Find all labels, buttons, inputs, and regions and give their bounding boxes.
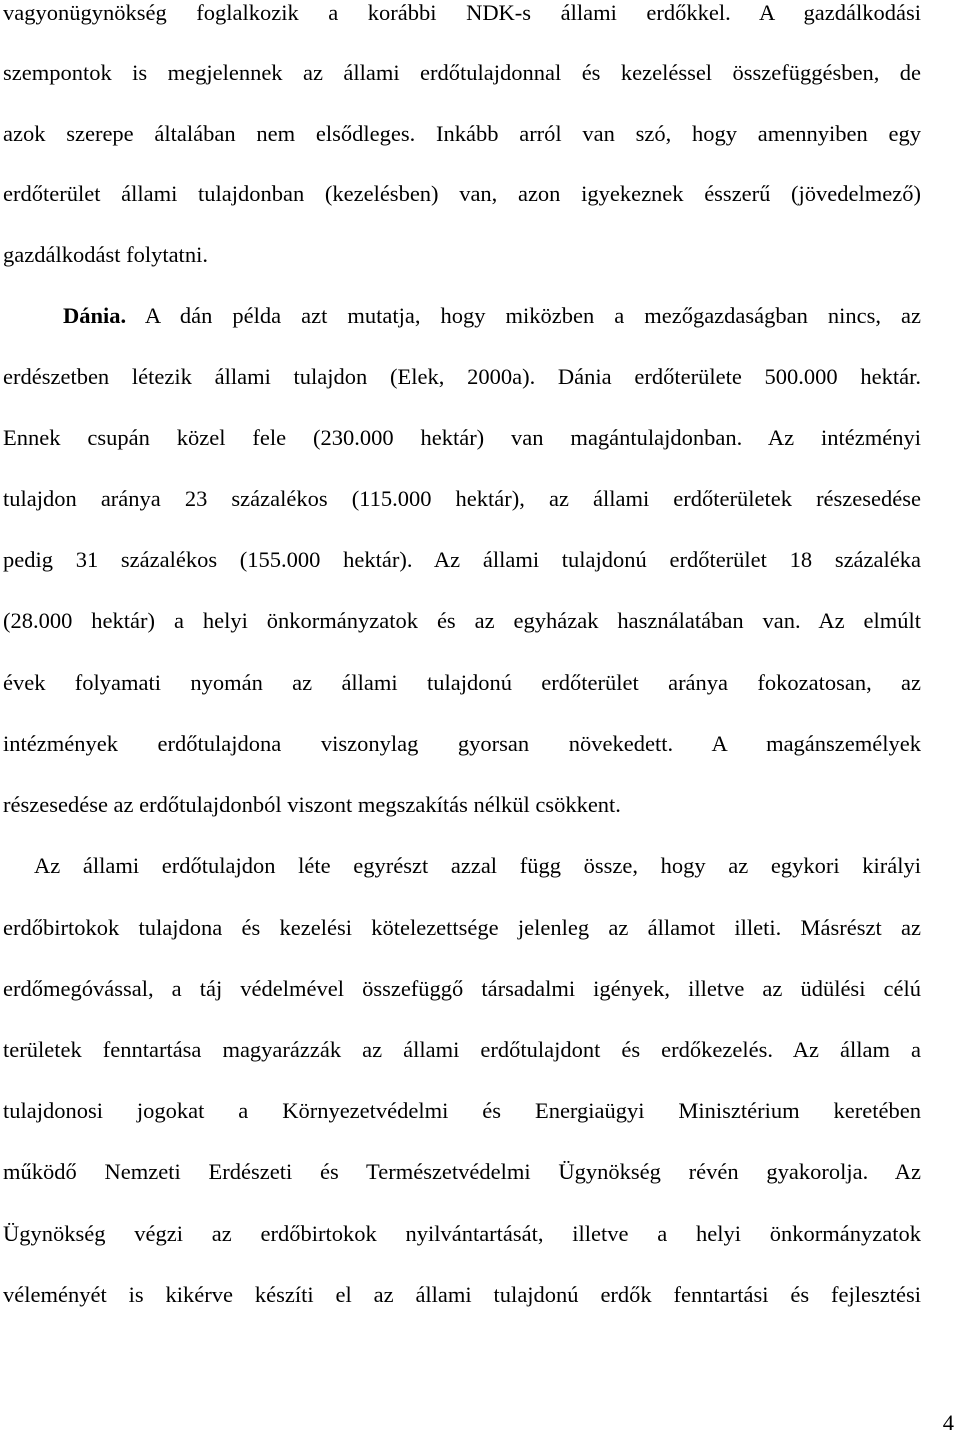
text-line: évek folyamati nyomán az állami tulajdonú erdőterület aránya fokozatosan, az bbox=[3, 670, 921, 695]
text-line: Ennek csupán közel fele (230.000 hektár) van magántulajdonban. Az intézményi bbox=[3, 425, 921, 450]
text-line: erdőmegóvással, a táj védelmével összefüggő társadalmi igények, illetve az üdülési célú bbox=[3, 976, 921, 1001]
text-line: működő Nemzeti Erdészeti és Természetvédelmi Ügynökség révén gyakorolja. Az bbox=[3, 1159, 921, 1184]
text-line: véleményét is kikérve készíti el az állami tulajdonú erdők fenntartási és fejlesztési bbox=[3, 1282, 921, 1307]
section-heading: Dánia. bbox=[63, 303, 127, 328]
text-line: szempontok is megjelennek az állami erdőtulajdonnal és kezeléssel összefüggésben, de bbox=[3, 60, 921, 85]
text-line: területek fenntartása magyarázzák az állami erdőtulajdont és erdőkezelés. Az állam a bbox=[3, 1037, 921, 1062]
text-line: tulajdon aránya 23 százalékos (115.000 hektár), az állami erdőterületek részesedése bbox=[3, 486, 921, 511]
text-line: (28.000 hektár) a helyi önkormányzatok és az egyházak használatában van. Az elmúlt bbox=[3, 608, 921, 633]
text-line: erdőterület állami tulajdonban (kezelésben) van, azon igyekeznek ésszerű (jövedelmező) bbox=[3, 181, 921, 206]
text-line: azok szerepe általában nem elsődleges. Inkább arról van szó, hogy amennyiben egy bbox=[3, 121, 921, 146]
text-line: intézmények erdőtulajdona viszonylag gyorsan növekedett. A magánszemélyek bbox=[3, 731, 921, 756]
text-line: tulajdonosi jogokat a Környezetvédelmi és Energiaügyi Minisztérium keretében bbox=[3, 1098, 921, 1123]
text-line: részesedése az erdőtulajdonból viszont megszakítás nélkül csökkent. bbox=[3, 792, 621, 817]
text-line: erdészetben létezik állami tulajdon (Elek, 2000a). Dánia erdőterülete 500.000 hektár. bbox=[3, 364, 921, 389]
text-line: erdőbirtokok tulajdona és kezelési kötelezettsége jelenleg az államot illeti. Másrészt az bbox=[3, 915, 921, 940]
text-line: gazdálkodást folytatni. bbox=[3, 242, 208, 267]
text-line bbox=[63, 303, 921, 329]
text-line: pedig 31 százalékos (155.000 hektár). Az állami tulajdonú erdőterület 18 százaléka bbox=[3, 547, 921, 572]
page-number: 4 bbox=[942, 1410, 954, 1435]
text-line: Az állami erdőtulajdon léte egyrészt azzal függ össze, hogy az egykori királyi bbox=[34, 853, 921, 878]
text-line: Ügynökség végzi az erdőbirtokok nyilvántartását, illetve a helyi önkormányzatok bbox=[3, 1221, 921, 1246]
text-line: vagyonügynökség foglalkozik a korábbi NDK-s állami erdőkkel. A gazdálkodási bbox=[3, 0, 921, 25]
text-span: A dán példa azt mutatja, hogy miközben a mezőgazdaságban nincs, az bbox=[126, 303, 921, 328]
